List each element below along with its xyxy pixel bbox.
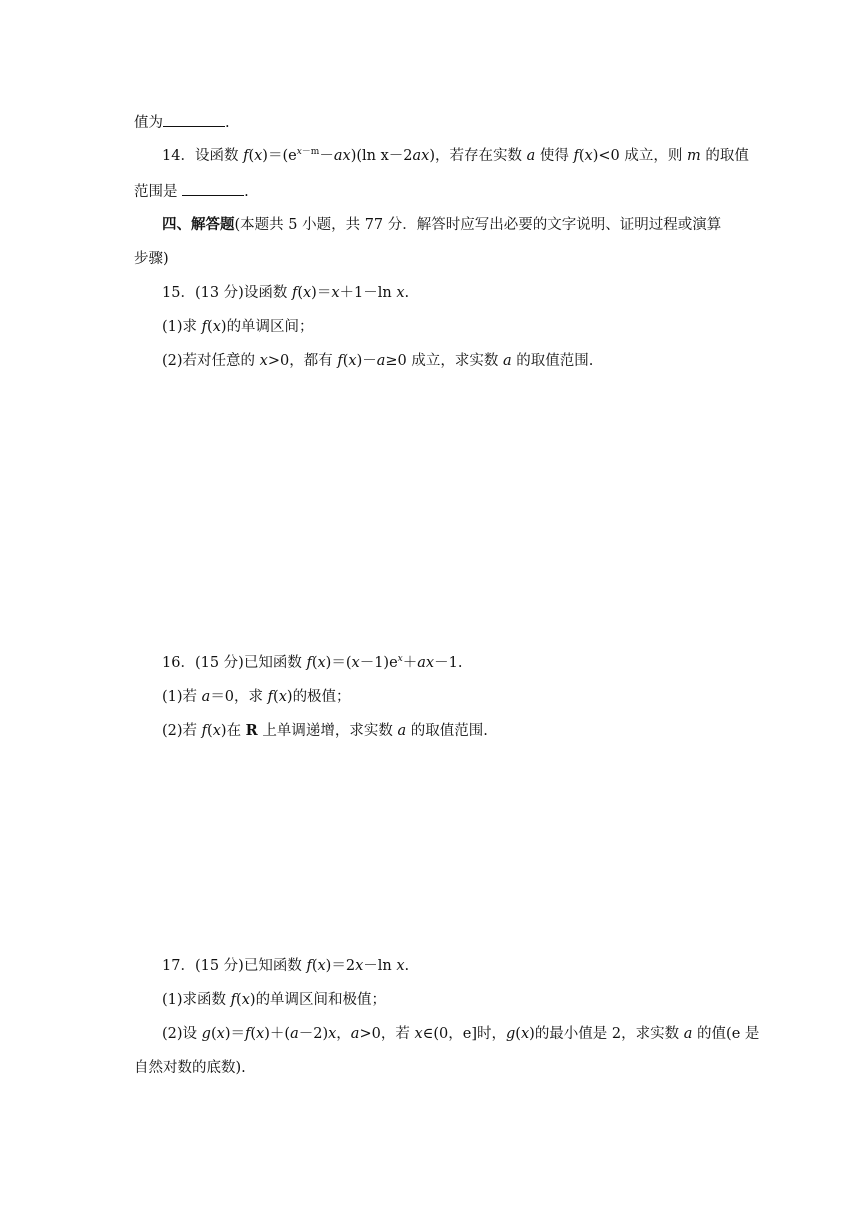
- section-heading: 四、解答题(本题共 5 小题，共 77 分．解答时应写出必要的文字说明、证明过程或演算: [162, 216, 722, 233]
- q16-part1: (1)若 a＝0，求 f(x)的极值；: [162, 689, 351, 705]
- q14-line2: 范围是 .: [134, 181, 249, 202]
- section-title: 四、解答题: [162, 216, 235, 233]
- q15-stem: 15．(13 分)设函数 f(x)＝x＋1－ln x.: [162, 285, 410, 301]
- q17-stem: 17．(15 分)已知函数 f(x)＝2x－ln x.: [162, 958, 410, 974]
- q15-part1: (1)求 f(x)的单调区间；: [162, 319, 314, 335]
- q16-part2: (2)若 f(x)在 R 上单调递增，求实数 a 的取值范围.: [162, 722, 488, 739]
- section-desc-line2: 步骤): [134, 251, 169, 267]
- q14-line1: 14．设函数 $f(x)=(e^{x-m}-ax)(\ln$ x－2ax)，若存在实数 a 使得 f(x)<0 成立，则 m 的取值: [162, 147, 749, 164]
- q17-part2-line2: 自然对数的底数).: [134, 1060, 246, 1076]
- q16-stem: 16．(15 分)已知函数 $f(x)=(x-1)e^x+ax-1$.: [162, 654, 463, 671]
- q15-part2: (2)若对任意的 x>0，都有 f(x)－a≥0 成立，求实数 a 的取值范围.: [162, 353, 594, 369]
- q17-part1: (1)求函数 f(x)的单调区间和极值；: [162, 992, 387, 1008]
- answer-blank: [163, 112, 225, 127]
- q13-tail: 值为 .: [134, 112, 230, 133]
- q17-part2: (2)设 g(x)＝f(x)＋(a－2)x，a>0，若 x∈(0，e]时，g(x)的最小值是 2，求实数 a 的值(e 是: [162, 1026, 760, 1042]
- answer-blank: [182, 181, 244, 196]
